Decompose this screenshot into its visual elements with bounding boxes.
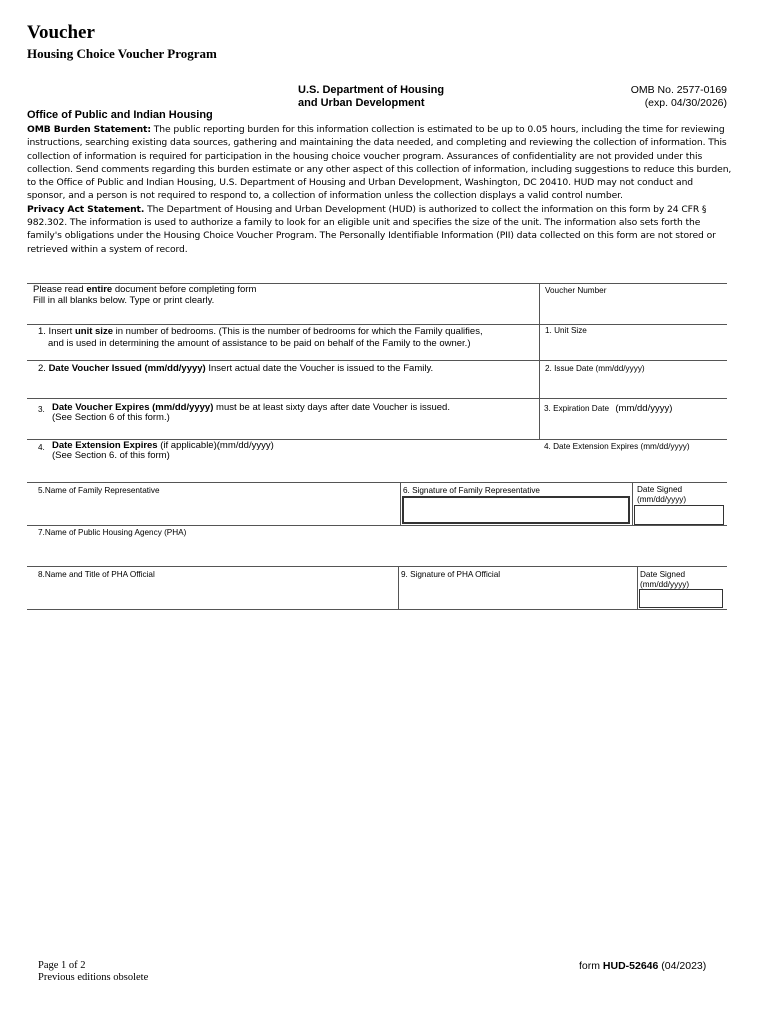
item4-instructions bbox=[52, 441, 274, 461]
form-title: Voucher bbox=[27, 22, 95, 43]
item4-line2: (See Section 6. of this form) bbox=[52, 450, 170, 461]
row-divider bbox=[27, 324, 727, 325]
item3-bold: Date Voucher Expires (mm/dd/yyyy) bbox=[52, 402, 214, 413]
date-column-divider bbox=[632, 482, 633, 525]
item2-instructions bbox=[38, 363, 433, 374]
family-rep-name-label: 5.Name of Family Representative bbox=[38, 486, 160, 495]
family-rep-name-field[interactable] bbox=[30, 497, 396, 523]
privacy-label: Privacy Act Statement. bbox=[27, 203, 145, 215]
intro-bold: entire bbox=[86, 284, 113, 295]
item1-line2: and is used in determining the amount of assistance to be paid on behalf of the Family to the owner.) bbox=[48, 338, 471, 349]
omb-info bbox=[631, 84, 727, 110]
issue-date-label: 2. Issue Date (mm/dd/yyyy) bbox=[545, 364, 645, 373]
intro-line2: Fill in all blanks below. Type or print clearly. bbox=[33, 295, 215, 306]
pha-date-field[interactable] bbox=[639, 589, 723, 608]
omb-number: OMB No. 2577-0169 bbox=[630, 84, 727, 96]
sig-column-divider bbox=[400, 482, 401, 525]
burden-statement bbox=[27, 123, 732, 203]
pha-name-label: 7.Name of Public Housing Agency (PHA) bbox=[38, 528, 187, 537]
program-subtitle: Housing Choice Voucher Program bbox=[27, 46, 217, 61]
item1-text: in number of bedrooms. (This is the number of bedrooms for which the Family qualifies, bbox=[112, 326, 483, 337]
extension-date-label: 4. Date Extension Expires (mm/dd/yyyy) bbox=[544, 442, 690, 451]
date-signed-label-1 bbox=[637, 485, 686, 505]
expiration-date-field[interactable] bbox=[541, 416, 725, 437]
intro-text-end: document before completing form bbox=[112, 284, 257, 295]
pha-sig-label: 9. Signature of PHA Official bbox=[401, 570, 501, 579]
date-signed-format-1: (mm/dd/yyyy) bbox=[637, 495, 687, 504]
department-line1: U.S. Department of Housing bbox=[298, 84, 445, 96]
privacy-statement bbox=[27, 203, 732, 256]
form-column-divider bbox=[539, 283, 540, 440]
pha-official-label: 8.Name and Title of PHA Official bbox=[38, 570, 155, 579]
form-number-footer bbox=[579, 960, 706, 972]
row-divider bbox=[27, 525, 727, 526]
row-divider bbox=[27, 398, 727, 399]
intro-text: Please read bbox=[33, 284, 87, 295]
item2-bold: Date Voucher Issued (mm/dd/yyyy) bbox=[48, 363, 206, 374]
family-rep-signature-field[interactable] bbox=[402, 496, 630, 524]
voucher-number-field[interactable] bbox=[541, 298, 725, 322]
item2-prefix: 2. bbox=[38, 363, 49, 374]
voucher-number-label: Voucher Number bbox=[545, 286, 607, 295]
date-signed-text-2: Date Signed bbox=[640, 570, 686, 579]
omb-expiration: (exp. 04/30/2026) bbox=[644, 97, 727, 109]
item3-text: must be at least sixty days after date Voucher is issued. bbox=[213, 402, 450, 413]
item4-bold: Date Extension Expires bbox=[52, 440, 158, 451]
expiration-date-label bbox=[544, 404, 672, 414]
office-name: Office of Public and Indian Housing bbox=[27, 109, 213, 121]
date-column-divider bbox=[637, 566, 638, 609]
date-signed-text-1: Date Signed bbox=[637, 485, 683, 494]
extension-date-field[interactable] bbox=[541, 454, 725, 480]
previous-editions: Previous editions obsolete bbox=[38, 972, 149, 983]
item1-instructions bbox=[38, 326, 483, 350]
item3-instructions bbox=[52, 403, 450, 423]
date-signed-format-2: (mm/dd/yyyy) bbox=[640, 580, 690, 589]
expiration-format: (mm/dd/yyyy) bbox=[615, 403, 673, 414]
form-number: HUD-52646 bbox=[602, 960, 659, 972]
department-line2: and Urban Development bbox=[298, 97, 425, 109]
family-rep-sig-label: 6. Signature of Family Representative bbox=[403, 486, 540, 495]
row-divider bbox=[27, 360, 727, 361]
burden-label: OMB Burden Statement: bbox=[27, 124, 151, 135]
item4-number: 4. bbox=[38, 443, 45, 452]
pha-signature-field[interactable] bbox=[400, 581, 635, 607]
issue-date-field[interactable] bbox=[541, 376, 725, 396]
privacy-text: The Department of Housing and Urban Development (HUD) is authorized to collect the information on this form by 24 CFR § 982.302. The information is used to authorize a family to look for an eligible unit and specifies the size of the unit. The information also sets forth the family's obligations under the Housing Choice Voucher Program. The Personally Identifiable Information (PII) data collected on this form are not stored or retrieved within a system of record. bbox=[27, 203, 716, 255]
form-date: (04/2023) bbox=[658, 960, 707, 972]
footer-left bbox=[38, 960, 148, 984]
date-signed-label-2 bbox=[640, 570, 689, 590]
family-rep-date-field[interactable] bbox=[634, 505, 724, 525]
expiration-label-text: 3. Expiration Date bbox=[544, 404, 610, 413]
item3-number: 3. bbox=[38, 405, 45, 414]
row-divider bbox=[27, 566, 727, 567]
pha-name-field[interactable] bbox=[30, 540, 724, 564]
item4-text: (if applicable)(mm/dd/yyyy) bbox=[157, 440, 274, 451]
form-instructions bbox=[33, 284, 256, 306]
item1-bold: unit size bbox=[74, 326, 113, 337]
statements-block bbox=[27, 123, 732, 256]
form-prefix: form bbox=[579, 960, 603, 972]
unit-size-label: 1. Unit Size bbox=[545, 326, 587, 335]
item2-text: Insert actual date the Voucher is issued to the Family. bbox=[205, 363, 434, 374]
department-name bbox=[298, 84, 498, 110]
item3-line2: (See Section 6 of this form.) bbox=[52, 412, 170, 423]
item1-prefix: 1. Insert bbox=[38, 326, 75, 337]
page-number: Page 1 of 2 bbox=[38, 960, 86, 971]
burden-text: The public reporting burden for this information collection is estimated to be up to 0.05 hours, including the time for reviewing instructions, searching existing data sources, gathering and maintaining the data needed, and completing and reviewing the collection of information. This collection of information is required for participation in the housing choice voucher program. Assurances of confidentiality are not provided under this collection. Send comments regarding this burden estimate or any other aspect of this collection of information, including suggestions to reduce this burden, to the Office of Public and Indian Housing, U.S. Department of Housing and Urban Development, Washington, DC 20410. HUD may not conduct and sponsor, and a person is not required to respond to, a collection of information unless the collection displays a valid control number. bbox=[27, 124, 732, 202]
row-divider bbox=[27, 482, 727, 483]
form-bottom-border bbox=[27, 609, 727, 610]
unit-size-field[interactable] bbox=[541, 338, 725, 358]
pha-official-field[interactable] bbox=[30, 581, 394, 607]
sig-column-divider bbox=[398, 566, 399, 609]
